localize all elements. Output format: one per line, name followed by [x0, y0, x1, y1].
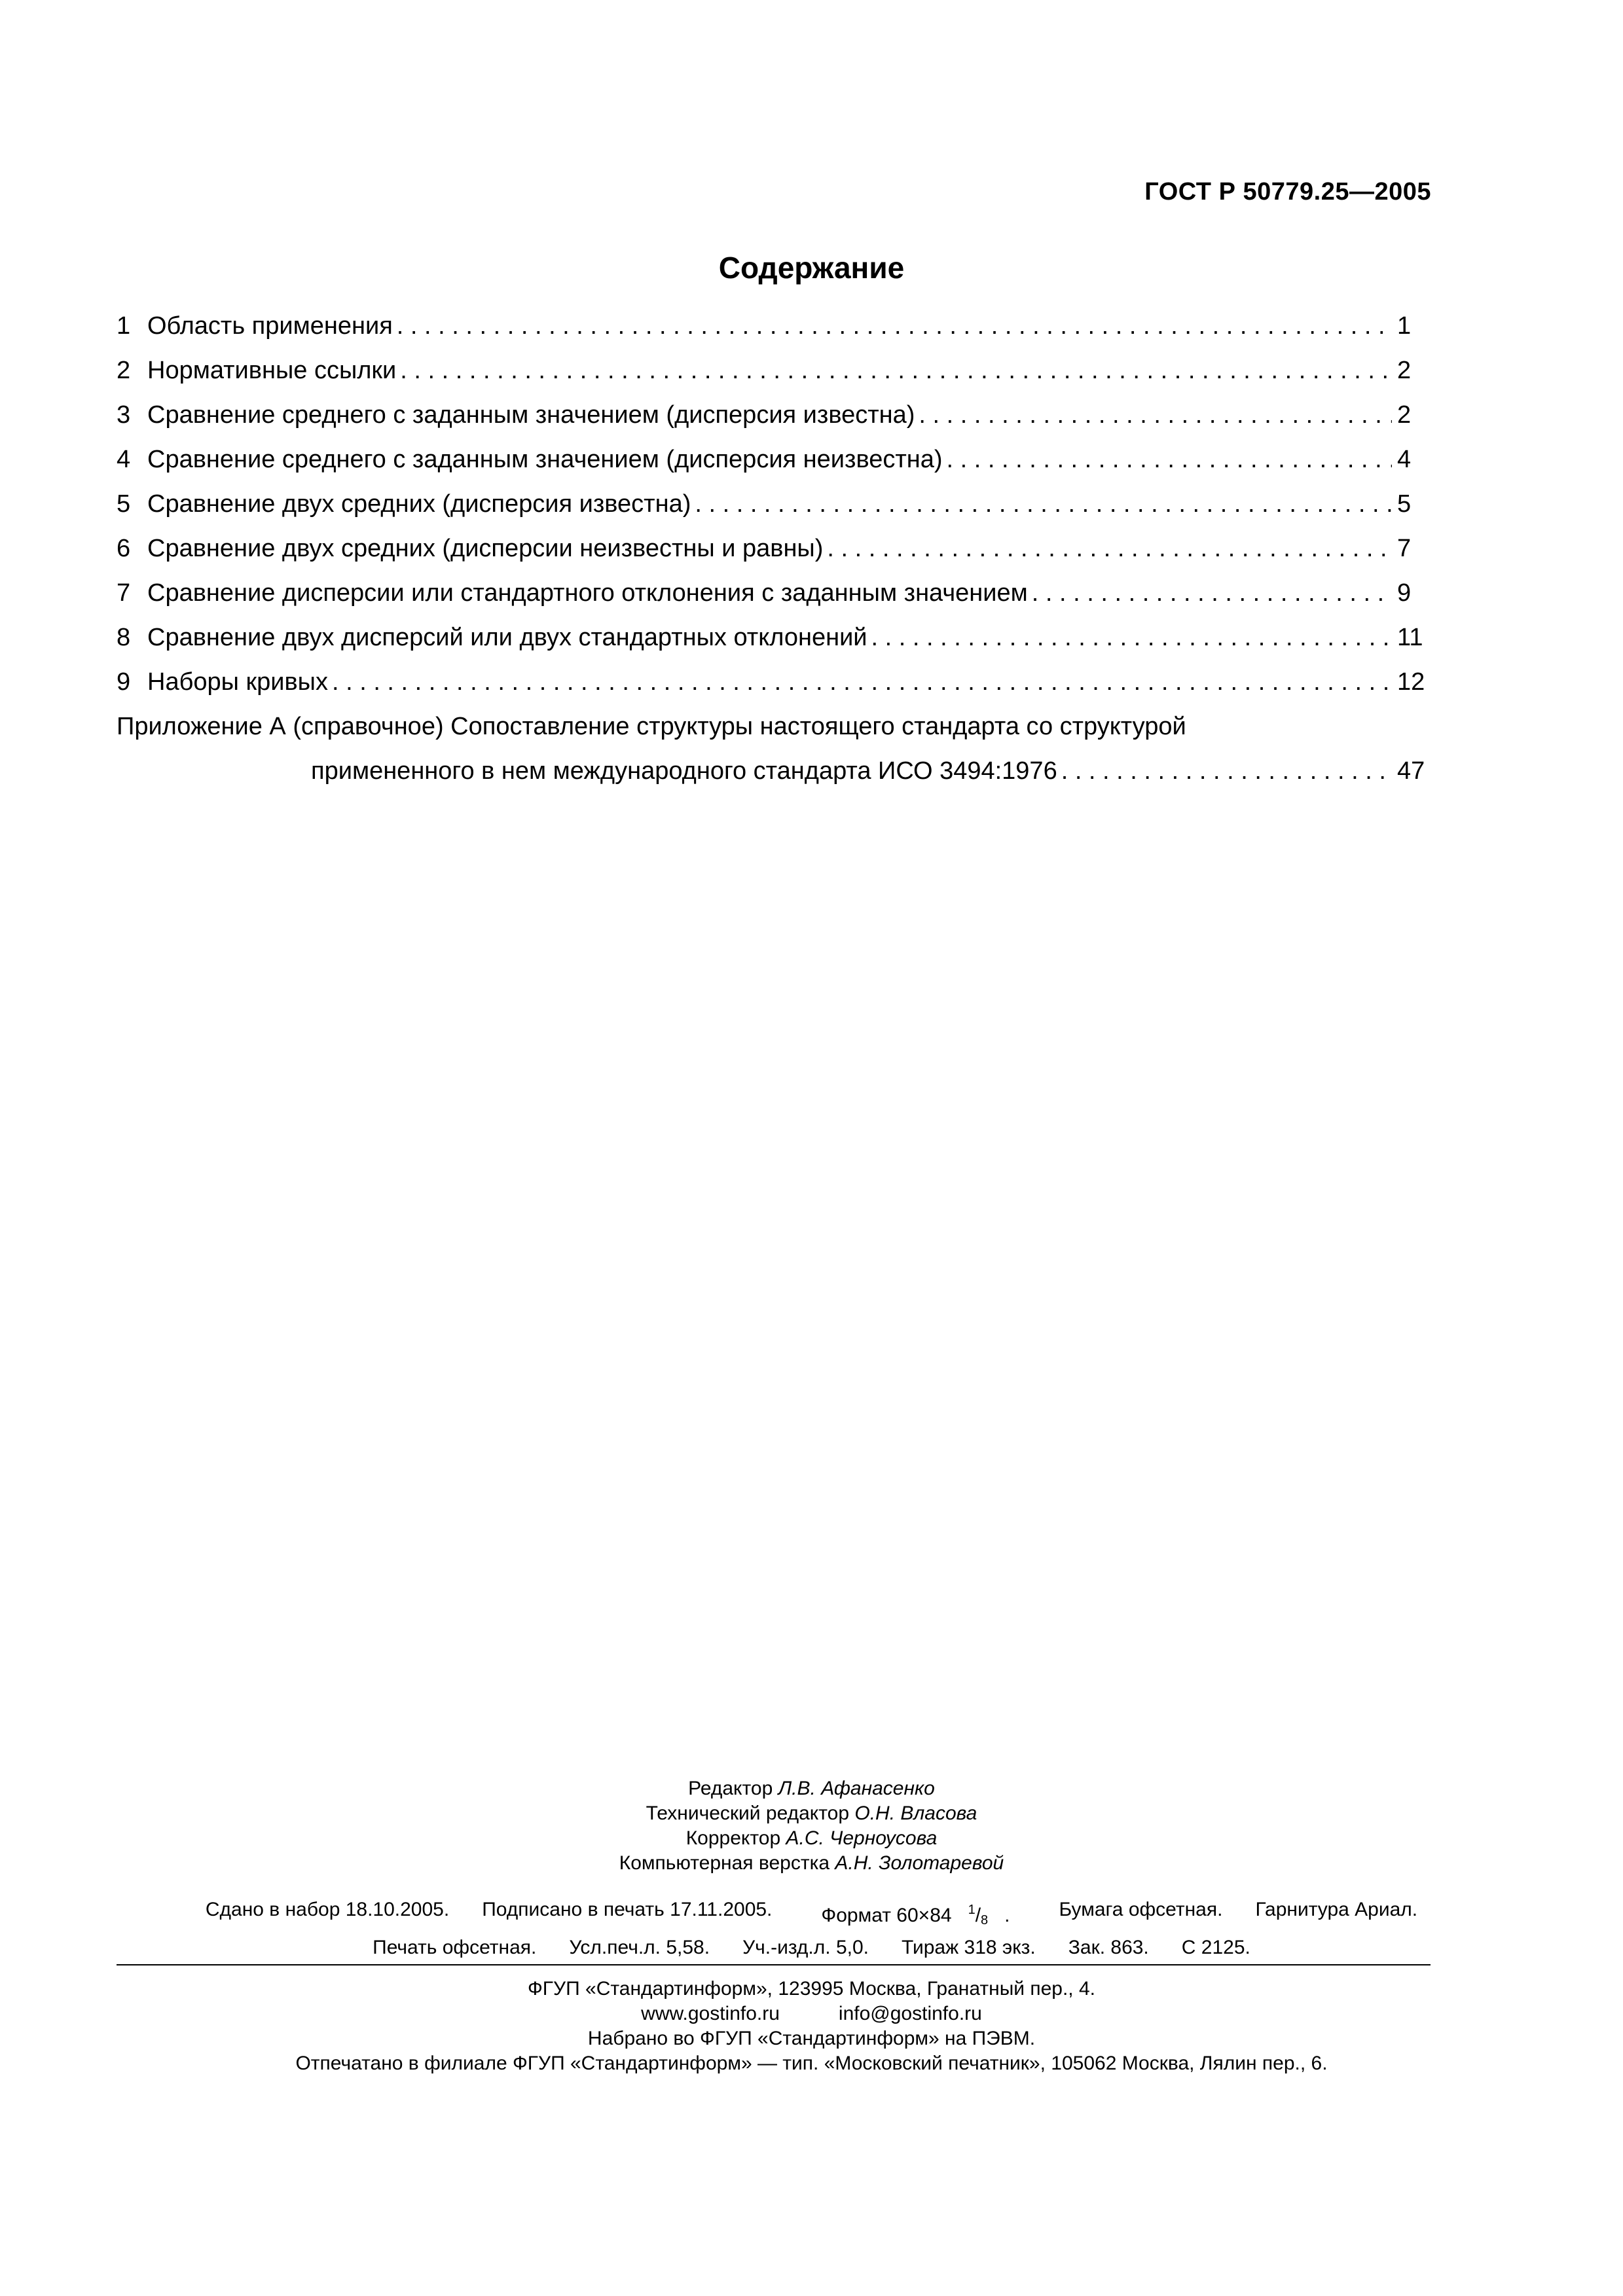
toc-item-number: 1 [117, 312, 131, 340]
layout-name: А.Н. Золотаревой [835, 1852, 1004, 1874]
toc-item-page: 2 [1397, 401, 1412, 429]
format-numerator: 1 [968, 1903, 976, 1917]
publisher-contacts [0, 2001, 1623, 2026]
editor-role: Редактор [688, 1778, 773, 1799]
toc-leader-dots [695, 490, 1392, 518]
publisher-website-link[interactable]: www.gostinfo.ru [641, 2003, 780, 2024]
toc-item-title: Сравнение двух дисперсий или двух стандартных отклонений [147, 624, 867, 651]
paper-type: Бумага офсетная. [1059, 1899, 1223, 1920]
toc-item-title: Сравнение среднего с заданным значением (дисперсия известна) [147, 401, 915, 429]
toc-item-number: 7 [117, 579, 131, 607]
corrector-credit [0, 1826, 1623, 1851]
editor-credit [0, 1776, 1623, 1801]
toc-item-number: 9 [117, 668, 131, 696]
layout-role: Компьютерная верстка [619, 1852, 830, 1874]
publisher-info [0, 1977, 1623, 2076]
print-run: Тираж 318 экз. [901, 1937, 1036, 1958]
typeface: Гарнитура Ариал. [1255, 1899, 1418, 1920]
toc-leader-dots [332, 668, 1392, 696]
order-number: Зак. 863. [1068, 1937, 1149, 1958]
corrector-name: А.С. Черноусова [786, 1827, 938, 1849]
toc-item-title: Наборы кривых [147, 668, 328, 696]
toc-item[interactable] [117, 490, 1430, 535]
toc-item[interactable] [117, 312, 1430, 357]
toc-annex-title[interactable]: Приложение А (справочное) Сопоставление структуры настоящего стандарта со структурой [117, 713, 1186, 740]
toc-leader-dots [947, 446, 1392, 474]
imprint-row-1 [0, 1896, 1623, 1934]
toc-title: Содержание [718, 251, 905, 285]
toc-item-number: 8 [117, 624, 131, 651]
toc-item-page: 11 [1397, 624, 1423, 651]
toc-item-title: Сравнение двух средних (дисперсии неизвестны и равны) [147, 535, 824, 562]
toc-item-page: 4 [1397, 446, 1412, 473]
imprint-row-2 [0, 1934, 1623, 1962]
typeset-note: Набрано во ФГУП «Стандартинформ» на ПЭВМ. [587, 2028, 1036, 2049]
publisher-email-link[interactable]: info@gostinfo.ru [838, 2003, 982, 2024]
toc-item[interactable] [117, 624, 1430, 668]
toc-item[interactable] [117, 401, 1430, 446]
toc-leader-dots [827, 535, 1392, 563]
tech-editor-name: О.Н. Власова [854, 1803, 977, 1824]
toc-item-page: 12 [1397, 668, 1425, 696]
toc-item[interactable] [117, 579, 1430, 624]
publisher-sheets: Уч.-изд.л. 5,0. [742, 1937, 869, 1958]
divider [117, 1964, 1431, 1965]
toc-item-number: 6 [117, 535, 131, 562]
layout-credit [0, 1851, 1623, 1876]
format-denominator: 8 [981, 1913, 989, 1928]
toc-item-number: 5 [117, 490, 131, 518]
publisher-address: ФГУП «Стандартинформ», 123995 Москва, Гранатный пер., 4. [528, 1978, 1095, 2000]
toc-item[interactable] [117, 446, 1430, 490]
toc-item[interactable] [117, 668, 1430, 713]
toc-leader-dots [397, 312, 1392, 340]
corrector-role: Корректор [685, 1827, 781, 1849]
toc-item[interactable] [117, 357, 1430, 401]
format-suffix: . [1004, 1905, 1010, 1926]
toc-item-page: 9 [1397, 579, 1412, 607]
catalog-code: С 2125. [1181, 1937, 1250, 1958]
signed-date: Подписано в печать 17.11.2005. [482, 1899, 773, 1920]
toc-leader-dots [919, 401, 1392, 429]
toc-item-title: Сравнение дисперсии или стандартного отклонения с заданным значением [147, 579, 1028, 607]
tech-editor-role: Технический редактор [646, 1803, 850, 1824]
toc-annex-page: 47 [1397, 757, 1425, 785]
toc-item-page: 5 [1397, 490, 1412, 518]
toc-item-number: 4 [117, 446, 131, 473]
toc-item-title: Сравнение среднего с заданным значением (дисперсия неизвестна) [147, 446, 943, 473]
toc-item-number: 2 [117, 357, 131, 384]
submitted-date: Сдано в набор 18.10.2005. [205, 1899, 450, 1920]
format-prefix: Формат 60×84 [821, 1905, 952, 1926]
toc-leader-dots [1061, 757, 1392, 785]
editor-name: Л.В. Афанасенко [778, 1778, 935, 1799]
imprint-details [0, 1896, 1623, 1962]
toc-item-title: Сравнение двух средних (дисперсия известна) [147, 490, 691, 518]
print-sheets: Усл.печ.л. 5,58. [569, 1937, 710, 1958]
paper-format: Формат 60×84 $^1/_8$ . [821, 1903, 1010, 1928]
toc-annex-title-continued: примененного в нем международного стандарта ИСО 3494:1976 [311, 757, 1057, 785]
toc-item-title: Нормативные ссылки [147, 357, 397, 384]
table-of-contents [117, 312, 1430, 802]
toc-item-page: 7 [1397, 535, 1412, 562]
toc-leader-dots [1032, 579, 1392, 607]
document-number: ГОСТ Р 50779.25—2005 [1144, 178, 1431, 206]
toc-item[interactable] [117, 535, 1430, 579]
toc-item-title: Область применения [147, 312, 393, 340]
toc-item-number: 3 [117, 401, 131, 429]
printed-note: Отпечатано в филиале ФГУП «Стандартинформ» — тип. «Московский печатник», 105062 Москва, Лялин пер., 6. [295, 2053, 1328, 2074]
toc-item-page: 2 [1397, 357, 1412, 384]
colophon-credits [0, 1776, 1623, 1876]
toc-item-page: 1 [1397, 312, 1412, 340]
toc-leader-dots [400, 357, 1392, 385]
print-method: Печать офсетная. [373, 1937, 537, 1958]
toc-leader-dots [871, 624, 1392, 652]
toc-annex-continuation[interactable] [117, 757, 1430, 802]
tech-editor-credit [0, 1801, 1623, 1826]
